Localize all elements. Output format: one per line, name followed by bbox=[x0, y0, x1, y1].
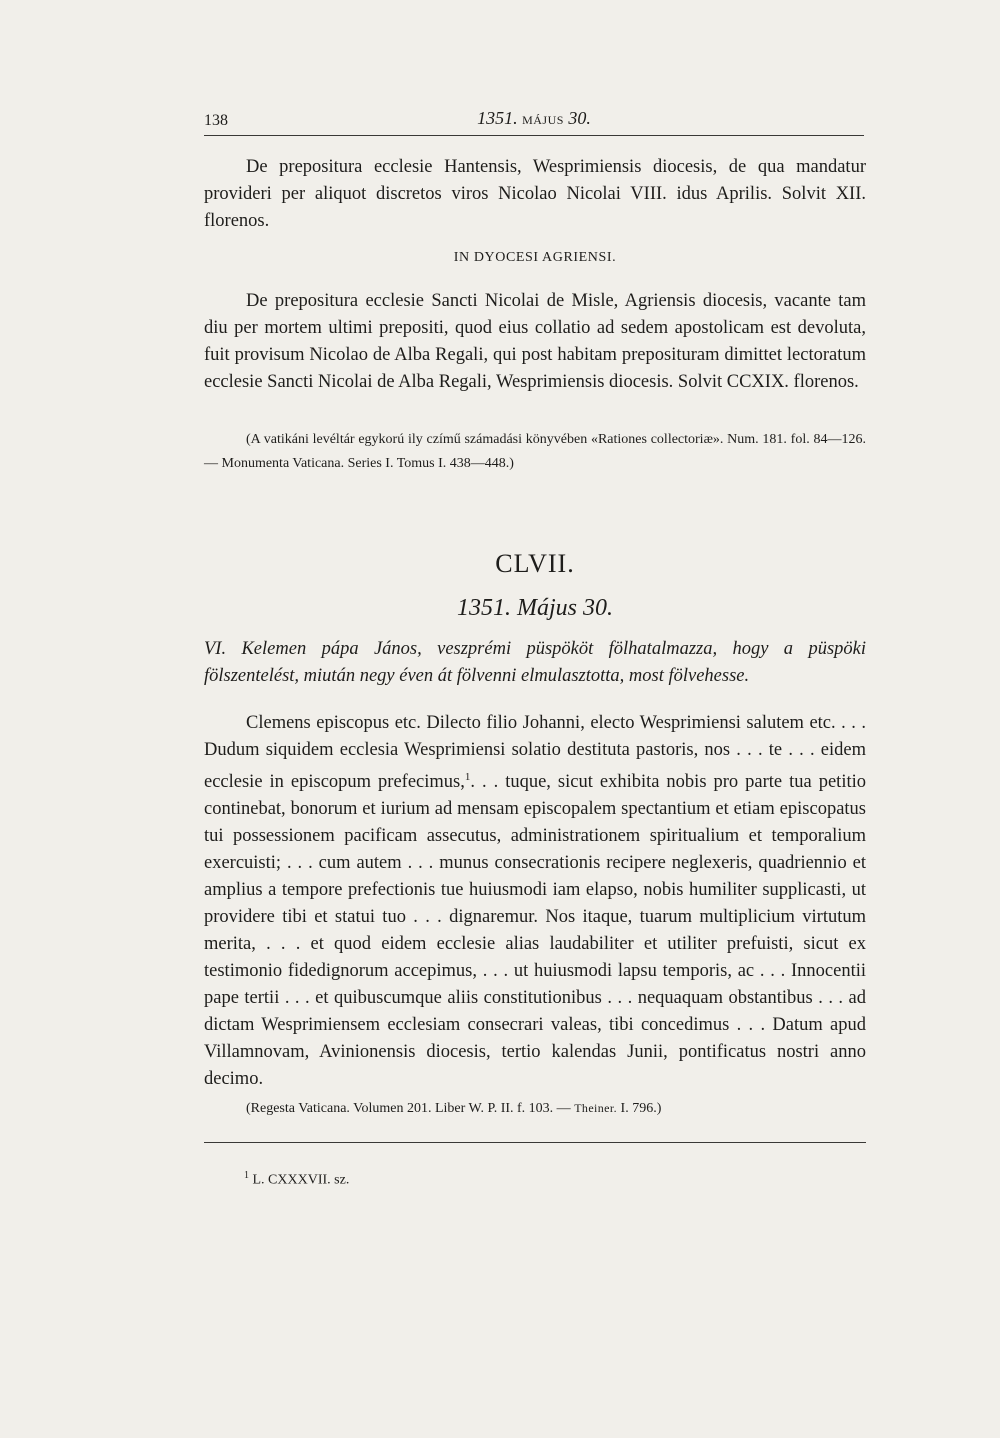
footnote-mark: 1 bbox=[244, 1170, 249, 1181]
section-heading: IN DYOCESI AGRIENSI. bbox=[453, 250, 617, 265]
running-title-month: MÁJUS bbox=[522, 113, 564, 127]
document-body-part2: . . . tuque, sicut exhibita nobis pro parte tua petitio continebat, bonorum et iurium ad mensam episcopalem spectantium et etiam episcopatus tui possessionem pacificam assecutus, administrationem spiritualium et temporalium exercuisti; . . . cum autem . . . munus consecrationis recipere neglexeris, quadriennio et amplius a tempore prefectionis tue huiusmodi iam elapso, nobis humiliter supplicasti, ut providere tibi et statui tuo . . . dignaremur. Nos itaque, tuarum multiplicium virtutum merita, . . . et quod eidem ecclesie alias laudabiliter et utiliter prefuisti, sicut ex testimonio fidedignorum accepimus, . . . ut huiusmodi lapsu temporis, ac . . . Innocentii pape tertii . . . et quibuscumque aliis constitutionibus . . . nequaquam obstantibus . . . ad dictam Wesprimiensem ecclesiam consecrari valeas, tibi concedimus . . . Datum apud Villamnovam, Avinionensis diocesis, tertio kalendas Junii, pontificatus nostri anno decimo. bbox=[204, 772, 866, 1090]
entry-hantensis: De prepositura ecclesie Hantensis, Wesprimiensis diocesis, de qua mandatur provideri per aliquot discretos viros Nicolao Nicolai VIII. idus Aprilis. Solvit XII. florenos. bbox=[204, 157, 866, 231]
running-title-year: 1351. bbox=[477, 108, 518, 128]
document-regest: VI. Kelemen pápa János, veszprémi püspököt fölhatalmazza, hogy a püspöki fölszentelést, miután negy éven át fölvenni elmulasztotta, most fölvehesse. bbox=[204, 639, 866, 686]
footnote-text: L. CXXXVII. sz. bbox=[252, 1172, 350, 1188]
page-number: 138 bbox=[204, 112, 228, 129]
source-note-rationes: (A vatikáni levéltár egykorú ily czímű számadási könyvében «Rationes collectoriæ». Num. 181. fol. 84—126. — Monumenta Vaticana. Series I. Tomus I. 438—448.) bbox=[204, 432, 866, 471]
footnote-rule bbox=[204, 1142, 866, 1143]
document-body bbox=[204, 710, 866, 1093]
footnote-reference: 1 bbox=[464, 771, 471, 783]
footnote bbox=[244, 1170, 349, 1189]
document-number: CLVII. bbox=[495, 549, 575, 578]
source-note-regesta bbox=[204, 1096, 866, 1121]
entry-misle: De prepositura ecclesie Sancti Nicolai de Misle, Agriensis diocesis, vacante tam diu per mortem ultimi prepositi, quod eius collatio ad sedem apostolicam est devoluta, fuit provisum Nicolao de Alba Regali, qui post habitam preposituram dimittet lectoratum ecclesie Sancti Nicolai de Alba Regali, Wesprimiensis diocesis. Solvit CCXIX. florenos. bbox=[204, 291, 866, 392]
running-title-day: 30. bbox=[568, 108, 591, 128]
document-date: 1351. Május 30. bbox=[457, 595, 613, 621]
source-note-suffix: I. 796.) bbox=[617, 1101, 662, 1116]
header-rule bbox=[204, 135, 864, 136]
source-note-prefix: (Regesta Vaticana. Volumen 201. Liber W. P. II. f. 103. — bbox=[246, 1101, 575, 1116]
source-note-author: Theiner. bbox=[574, 1101, 618, 1115]
document-body-part1: Clemens episcopus etc. Dilecto filio Johanni, electo Wesprimiensi salutem etc. . . . Dudum siquidem ecclesia Wesprimiensi solatio destituta pastoris, nos . . . te . . . eidem ecclesie in episcopum prefecimus, bbox=[204, 713, 866, 793]
running-title bbox=[204, 108, 864, 129]
page-header bbox=[204, 104, 864, 134]
